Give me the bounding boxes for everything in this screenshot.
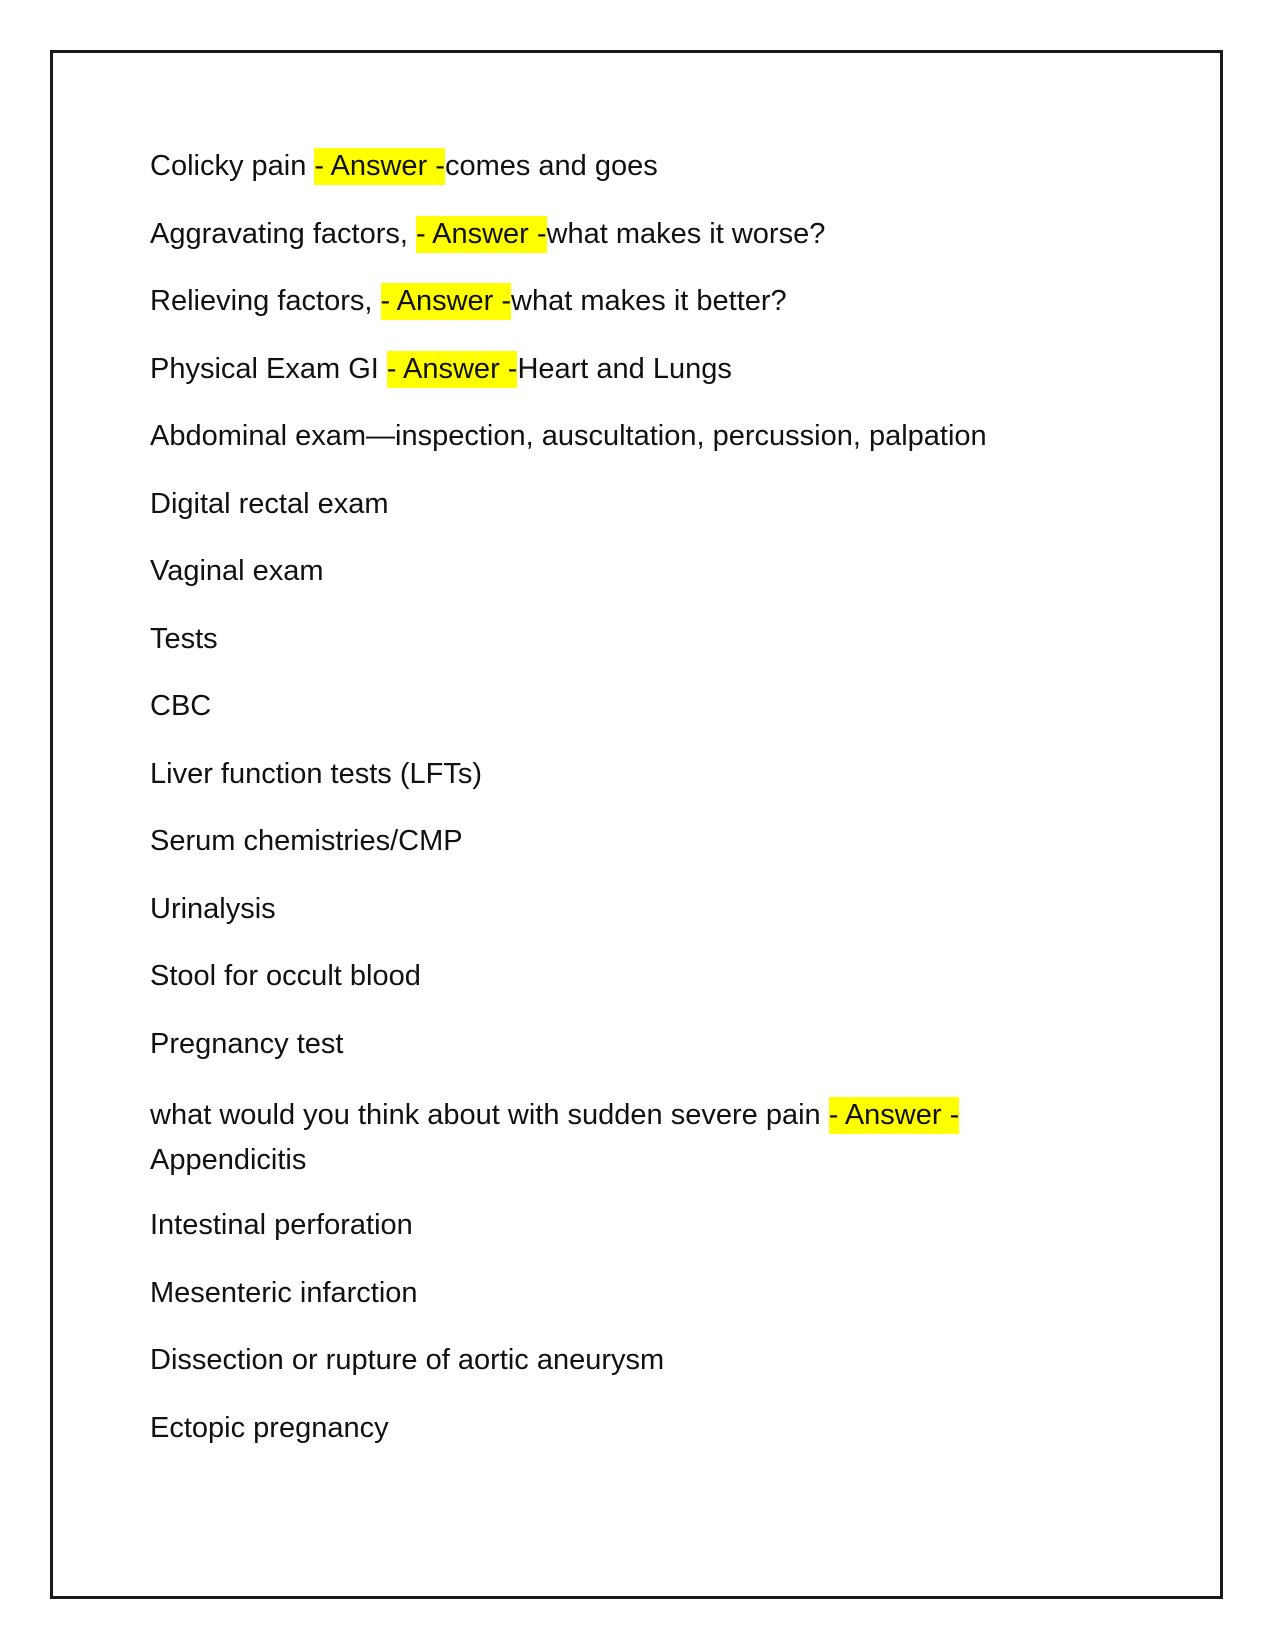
text-line: Intestinal perforation: [150, 1209, 413, 1241]
text-line: Serum chemistries/CMP: [150, 825, 463, 857]
answer-highlight: - Answer -: [387, 351, 518, 388]
answer-highlight: - Answer -: [314, 148, 445, 185]
answer-text: what makes it worse?: [546, 217, 826, 250]
answer-text: comes and goes: [444, 150, 658, 182]
text-line: Pregnancy test: [150, 1027, 344, 1060]
question-text: Relieving factors,: [150, 285, 381, 317]
answer-text: Heart and Lungs: [517, 352, 732, 385]
text-line: Abdominal exam—inspection, auscultation, percussion, palpation: [150, 420, 987, 452]
answer-highlight: - Answer -: [416, 216, 547, 253]
text-line: Mesenteric infarction: [150, 1276, 418, 1309]
answer-text: what makes it better?: [511, 285, 787, 317]
qa-line-colicky-pain: [150, 148, 1050, 184]
qa-line-physical-exam: [150, 351, 1050, 387]
text-line: CBC: [150, 690, 212, 722]
text-line: Urinalysis: [150, 892, 276, 925]
text-line: Liver function tests (LFTs): [150, 757, 482, 790]
question-text: Colicky pain: [150, 150, 315, 182]
text-line: Ectopic pregnancy: [150, 1411, 389, 1444]
text-line: Stool for occult blood: [150, 960, 421, 992]
qa-line-relieving-factors: [150, 283, 1050, 319]
text-line: Digital rectal exam: [150, 487, 389, 520]
qa-line-aggravating-factors: [150, 216, 1050, 252]
question-text: Aggravating factors,: [150, 217, 416, 250]
answer-highlight: - Answer -: [829, 1097, 960, 1134]
question-text: what would you think about with sudden severe pain: [150, 1099, 829, 1131]
answer-text: Appendicitis: [150, 1144, 307, 1176]
qa-line-sudden-severe-pain: [150, 1093, 1050, 1183]
document-body: [150, 148, 1050, 1477]
text-line: Tests: [150, 622, 218, 655]
text-line: Vaginal exam: [150, 555, 324, 587]
answer-highlight: - Answer -: [381, 283, 512, 320]
question-text: Physical Exam GI: [150, 352, 387, 385]
text-line: Dissection or rupture of aortic aneurysm: [150, 1344, 665, 1376]
